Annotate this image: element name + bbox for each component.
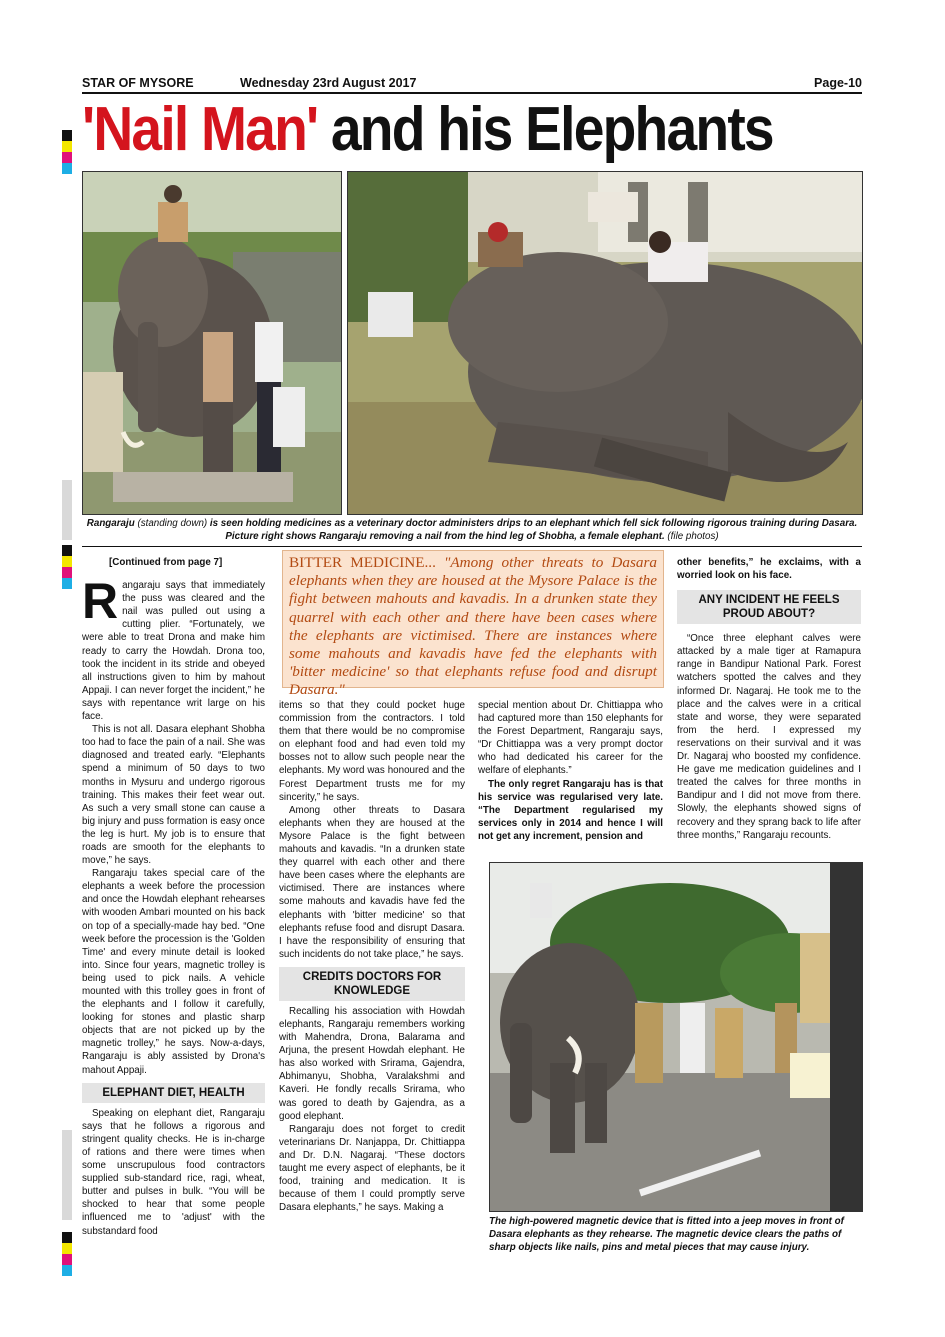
caption-paren: (standing down) bbox=[137, 518, 208, 529]
registration-mark-bottom bbox=[62, 1232, 72, 1276]
registration-mark-top bbox=[62, 130, 72, 174]
page-number: Page-10 bbox=[814, 76, 862, 90]
col2-p4: Rangaraju does not forget to credit veterinarians Dr. Nanjappa, Dr. Chittiappa and Dr. D.N. Nagaraj. “These doctors taught me every aspect of elephants, be it food, training and medication. It is because of them I could promptly serve Dasara elephants,” he says. Making a bbox=[279, 1123, 465, 1214]
subhead-doctors: CREDITS DOCTORS FOR KNOWLEDGE bbox=[279, 967, 465, 1001]
continued-note: [Continued from page 7] bbox=[109, 557, 223, 568]
registration-mark-mid bbox=[62, 545, 72, 589]
column-1 bbox=[82, 556, 265, 1238]
issue-date: Wednesday 23rd August 2017 bbox=[240, 76, 417, 90]
column-2 bbox=[279, 699, 465, 1214]
top-photo-caption bbox=[82, 517, 862, 543]
pull-quote-lead: BITTER MEDICINE... bbox=[289, 554, 436, 571]
magnetic-device-photo bbox=[489, 862, 863, 1212]
col3-p2: The only regret Rangaraju has is that his service was regularised very late. “The Department regularised my services only in 2014 and hence I will not get any increment, pension and bbox=[478, 778, 663, 842]
divider bbox=[82, 546, 862, 547]
bottom-photo-caption: The high-powered magnetic device that is fitted into a jeep moves in front of Dasara elephants as they rehearse. The magnetic device clears the paths of sharp objects like nails, pins and metal pieces that may cause injury. bbox=[489, 1216, 844, 1253]
col1-p3: Rangaraju takes special care of the elephants a week before the procession and once the Howdah elephant rehearses with wooden Ambari mounted on his back on top of a specially-made hay bed. “One week before the procession is the 'Golden Time' and every minute detail is looked into. Since four years, magnetic trolley is being used to pick nails. A vehicle mounted with this trolley goes in front of the elephants and I follow it carefully, looking for stones and plastic sharp objects that are not picked up by the magnetic trolley,” he says. Now-a-days, Rangaraju is ably assisted by Drona's mahout Appaji. bbox=[82, 868, 265, 1076]
column-3 bbox=[478, 699, 663, 843]
subhead-proud: ANY INCIDENT HE FEELS PROUD ABOUT? bbox=[677, 590, 861, 624]
col2-p3: Recalling his association with Howdah elephants, Rangaraju remembers working with Mahendra, Drona, Balarama and Arjuna, the present Howdah elephant. He has also worked with Srirama, Gajendra, Abhimanyu, Shobha, Varalakshmi and Kaveri. He fondly recalls Srirama, who was gored to death by Gajendra, as a good elephant. bbox=[279, 1005, 465, 1122]
margin-bar bbox=[62, 480, 72, 540]
subhead-diet: ELEPHANT DIET, HEALTH bbox=[82, 1083, 265, 1103]
headline-black: and his Elephants bbox=[330, 95, 773, 164]
drop-cap: R bbox=[82, 573, 119, 630]
headline bbox=[82, 96, 776, 164]
headline-red: 'Nail Man' bbox=[82, 95, 318, 164]
column-4 bbox=[677, 556, 861, 842]
masthead bbox=[82, 74, 862, 94]
col1-p1: angaraju says that immediately the puss was cleared and the nail was pulled out using a cutting plier. “Fortunately, we were able to treat Drona and make him ready to carry the Howdah. Drona too, took the incident in its stride and obeyed all instructions given to him by mahout Appaji. I can never forget the incident,” he says with repentance writ large on his face. bbox=[82, 580, 265, 723]
elephant-vet-photo bbox=[82, 171, 342, 515]
col1-p4: Speaking on elephant diet, Rangaraju says that he follows a rigorous and stringent quality checks. He is in-charge of rations and there were times when some unscrupulous food contractors supplied sub-standard rice, ragi, wheat, butter and pulses in bulk. “You will be shocked to hear that some people influenced me to 'adjust' with the substandard food bbox=[82, 1107, 265, 1237]
publication-name: STAR OF MYSORE bbox=[82, 76, 194, 90]
caption-text: is seen holding medicines as a veterinary doctor administers drips to an elephant which fell sick following rigorous training during Dasara. Picture right shows Rangaraju removing a nail from the hind leg of Shobha, a female elephant. bbox=[209, 518, 858, 542]
pull-quote bbox=[282, 550, 664, 699]
col4-p1: other benefits,” he exclaims, with a worried look on his face. bbox=[677, 557, 861, 582]
col3-p1: special mention about Dr. Chittiappa who had captured more than 150 elephants for the Forest Department, Rangaraju says, “Dr Chittiappa was a very prompt doctor who had dedicated his career for the welfare of elephants.” bbox=[478, 700, 663, 777]
col2-p1: items so that they could pocket huge commission from the contractors. I told them that there would be no compromise on elephant food and had even told my bosses not to allow such people near the elephants. My word was honoured and the Forest Department trusts me for my sincerity,” he says. bbox=[279, 700, 465, 803]
col1-p2: This is not all. Dasara elephant Shobha too had to face the pain of a nail. She was diagnosed and treated early. “Elephants spend a minimum of 50 days to two months in Mysuru and undergo rigorous training. This makes their feet wear out. As such a very small stone can cause a big injury and puss formation is easy once the leg is hurt. My job is to ensure that roads are smooth for the elephants to move,” he says. bbox=[82, 724, 265, 867]
col4-p2: “Once three elephant calves were attacked by a male tiger at Ramapura range in Bandipur National Park. Forest watchers spotted the calves and they informed Dr. Nagaraj. He took me to the place and the calves were in a critical state and worse, they were separated from the herd. I expressed my reservations on their survival and it was Dr. Nagaraj who boosted my confidence. He gave me medication guidelines and I treated the calves for three months in Bandipur and I did not move from there. Slowly, the elephants showed signs of recovery and they sprang back to life after three months,” Rangaraju recounts. bbox=[677, 633, 861, 841]
pull-quote-text: "Among other threats to Dasara elephants when they are housed at the Mysore Palace is the fight between mahouts and kavadis. In a drunken state they quarrel with each other and there have been cases where the elephants are victimised. There are instances where some mahouts and kavadis have fed the elephants with 'bitter medicine' so that elephants refuse food and disrupt Dasara." bbox=[289, 554, 657, 699]
col2-p2: Among other threats to Dasara elephants when they are housed at the Mysore Palace is the fight between mahouts and kavadis. “In a drunken state they quarrel with each other and there have been cases where the elephants are victimised. There are instances where some mahouts and kavadis have fed the elephants with 'bitter medicine' so that elephants refuse food and disrupt Dasara. I have the responsibility of ensuring that such incidents do not take place,” he says. bbox=[279, 804, 465, 960]
caption-name: Rangaraju bbox=[86, 518, 135, 529]
caption-credit: (file photos) bbox=[667, 531, 719, 542]
margin-bar-low bbox=[62, 1130, 72, 1220]
elephant-nail-removal-photo bbox=[347, 171, 863, 515]
